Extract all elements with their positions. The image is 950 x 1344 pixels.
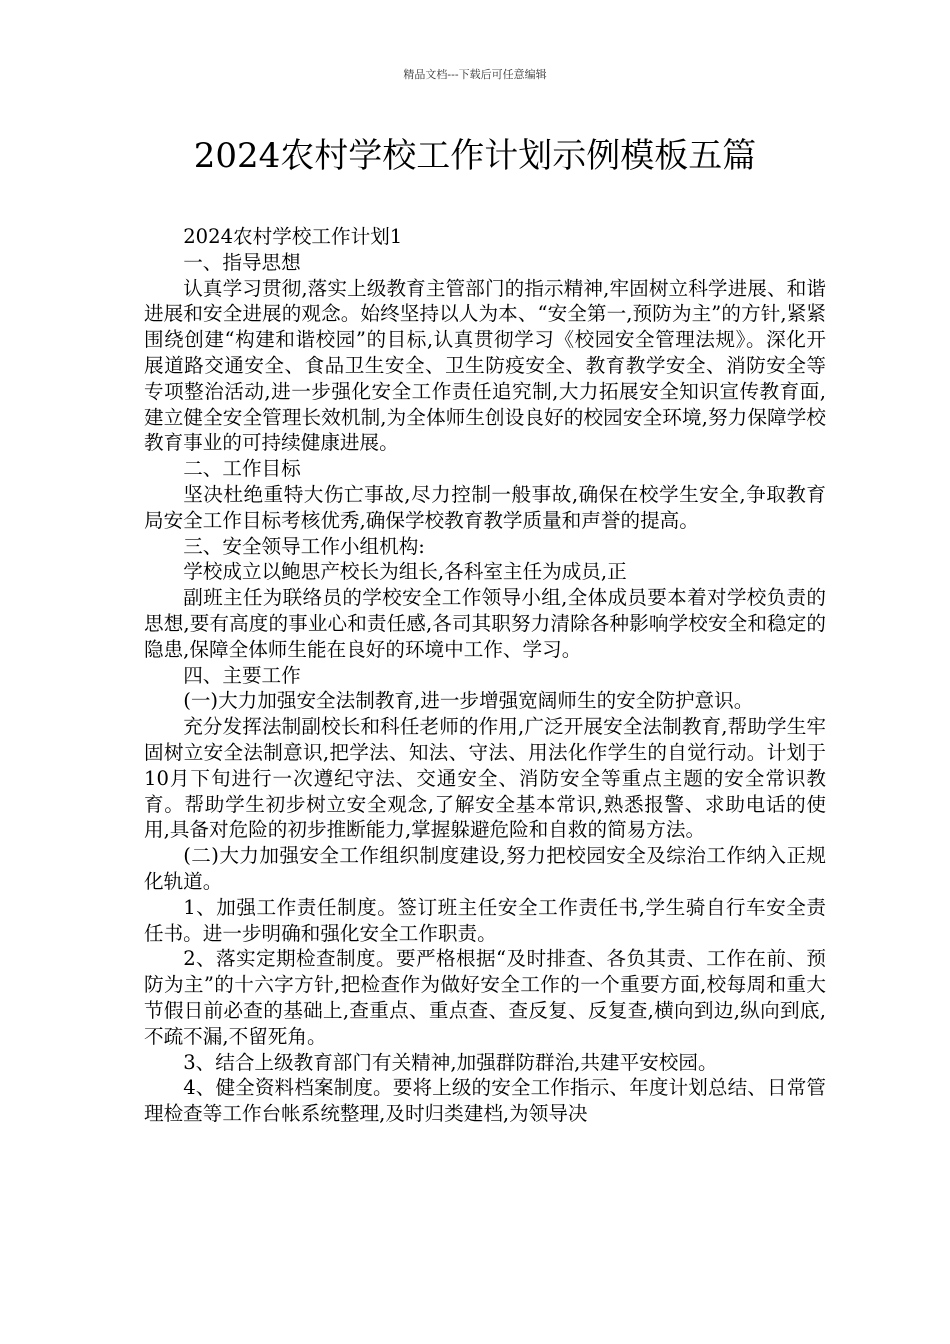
subheading: 四、主要工作 — [183, 663, 301, 687]
paragraph: 学校成立以鲍思产校长为组长,各科室主任为成员,正 — [183, 560, 627, 584]
paragraph: (二)大力加强安全工作组织制度建设,努力把校园安全及综治工作纳入正规化轨道。 — [144, 844, 826, 893]
paragraph: 4、健全资料档案制度。要将上级的安全工作指示、年度计划总结、日常管理检查等工作台帐系统整理,及时归类建档,为领导决 — [144, 1076, 826, 1126]
paragraph: 充分发挥法制副校长和科任老师的作用,广泛开展安全法制教育,帮助学生牢固树立安全法制意识,把学法、知法、守法、用法化作学生的自觉行动。计划于10月下旬进行一次遵纪守法、交通安全、消防安全等重点主题的安全常识教育。帮助学生初步树立安全观念,了解安全基本常识,熟悉报警、求助电话的使用,具备对危险的初步推断能力,掌握躲避危险和自救的简易方法。 — [144, 715, 826, 842]
subheading: 一、指导思想 — [183, 250, 301, 274]
paragraph: 坚决杜绝重特大伤亡事故,尽力控制一般事故,确保在校学生安全,争取教育局安全工作目标考核优秀,确保学校教育教学质量和声誉的提高。 — [144, 482, 826, 532]
subheading: 三、安全领导工作小组机构: — [183, 534, 425, 558]
paragraph: 认真学习贯彻,落实上级教育主管部门的指示精神,牢固树立科学进展、和谐进展和安全进展的观念。始终坚持以人为本、“安全第一,预防为主”的方针,紧紧围绕创建“构建和谐校园”的目标,认真贯彻学习《校园安全管理法规》。深化开展道路交通安全、食品卫生安全、卫生防疫安全、教育教学安全、消防安全等专项整治活动,进一步强化安全工作责任追究制,大力拓展安全知识宣传教育面,建立健全安全管理长效机制,为全体师生创设良好的校园安全环境,努力保障学校教育事业的可持续健康进展。 — [144, 276, 826, 455]
subheading: 二、工作目标 — [183, 457, 301, 481]
paragraph: 3、结合上级教育部门有关精神,加强群防群治,共建平安校园。 — [183, 1050, 718, 1074]
page-header: 精品文档---下载后可任意编辑 — [403, 68, 547, 81]
paragraph: 2、落实定期检查制度。要严格根据“及时排查、各负其责、工作在前、预防为主”的十六字方针,把检查作为做好安全工作的一个重要方面,校每周和重大节假日前必查的基础上,查重点、重点查、查反复、反复查,横向到边,纵向到底,不疏不漏,不留死角。 — [144, 947, 826, 1048]
section-heading: 2024农村学校工作计划1 — [183, 225, 403, 248]
document-body — [144, 224, 826, 1127]
paragraph: (一)大力加强安全法制教育,进一步增强宽阔师生的安全防护意识。 — [183, 689, 754, 713]
paragraph: 1、加强工作责任制度。签订班主任安全工作责任书,学生骑自行车安全责任书。进一步明确和强化安全工作职责。 — [144, 895, 826, 945]
paragraph: 副班主任为联络员的学校安全工作领导小组,全体成员要本着对学校负责的思想,要有高度的事业心和责任感,各司其职努力清除各种影响学校安全和稳定的隐患,保障全体师生能在良好的环境中工作、学习。 — [144, 586, 826, 661]
document-title: 2024农村学校工作计划示例模板五篇 — [193, 136, 757, 176]
